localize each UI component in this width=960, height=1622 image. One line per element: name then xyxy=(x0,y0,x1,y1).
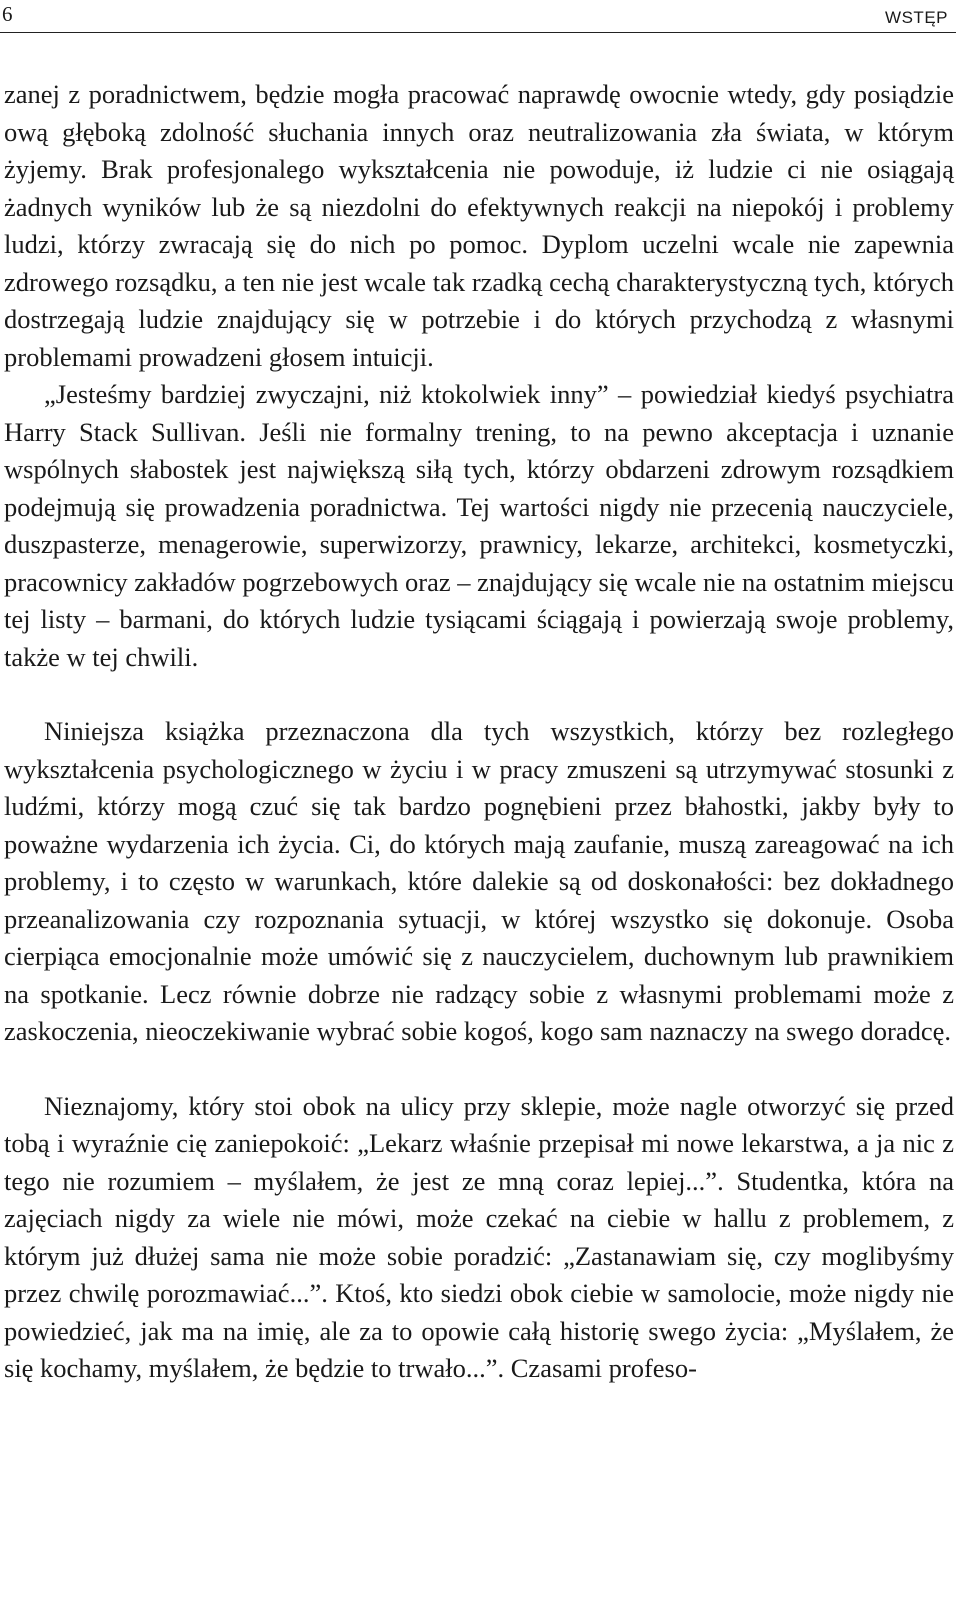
body-text xyxy=(4,76,954,1388)
paragraph-continued: zanej z poradnictwem, będzie mogła pracować naprawdę owocnie wtedy, gdy posiądzie ową głęboką zdolność słuchania innych oraz neutralizowania zła świata, w którym żyjemy. Brak profesjonalego wykształcenia nie powoduje, iż ludzie ci nie osiągają żadnych wyników lub że są niezdolni do efektywnych reakcji na niepokój i problemy ludzi, którzy zwracają się do nich po pomoc. Dyplom uczelni wcale nie zapewnia zdrowego rozsądku, a ten nie jest wcale tak rzadką cechą charakterystyczną tych, których dostrzegają ludzie znajdujący się w potrzebie i do których przychodzą z własnymi problemami prowadzeni głosem intuicji. xyxy=(4,79,954,372)
page-number: 6 xyxy=(2,2,13,26)
section-title: WSTĘP xyxy=(885,8,948,27)
paragraph-stranger-examples: Nieznajomy, który stoi obok na ulicy przy sklepie, może nagle otworzyć się przed tobą i wyraźnie cię zaniepokoić: „Lekarz właśnie przepisał mi nowe lekarstwa, a ja nic z tego nie rozumiem – myślałem, że jest ze mną coraz lepiej...”. Studentka, która na zajęciach nigdy za wiele nie mówi, może czekać na ciebie w hallu z problemem, z którym już dłużej sama nie może sobie poradzić: „Zastanawiam się, czy moglibyśmy przez chwilę porozmawiać...”. Ktoś, kto siedzi obok ciebie w samolocie, może nigdy nie powiedzieć, jak ma na imię, ale za to opowie całą historię swego życia: „Myślałem, że się kochamy, myślałem, że będzie to trwało...”. Czasami profeso- xyxy=(4,1090,954,1383)
paragraph-sullivan-quote: „Jesteśmy bardziej zwyczajni, niż ktokolwiek inny” – powiedział kiedyś psychiatra Harry Stack Sullivan. Jeśli nie formalny trening, to na pewno akceptacja i uznanie wspólnych słabostek jest największą siłą tych, którzy obdarzeni zdrowym rozsądkiem podejmują się prowadzenia poradnictwa. Tej wartości nigdy nie przecenią nauczyciele, duszpasterze, menagerowie, superwizorzy, prawnicy, lekarze, architekci, kosmetyczki, pracownicy zakładów pogrzebowych oraz – znajdujący się wcale nie na ostatnim miejscu tej listy – barmani, do których ludzie tysiącami ściągają i powierzają swoje problemy, także w tej chwili. xyxy=(4,379,954,672)
paragraph-book-purpose: Niniejsza książka przeznaczona dla tych wszystkich, którzy bez rozległego wykształcenia psychologicznego w życiu i w pracy zmuszeni są utrzymywać stosunki z ludźmi, którzy mogą czuć się tak bardzo pognębieni przez błahostki, jakby były to poważne wydarzenia ich życia. Ci, do których mają zaufanie, muszą zareagować na ich problemy, i to często w warunkach, które dalekie są od doskonałości: bez dokładnego przeanalizowania czy rozpoznania sytuacji, w której wszystko się dokonuje. Osoba cierpiąca emocjonalnie może umówić się z nauczycielem, duchownym lub prawnikiem na spotkanie. Lecz równie dobrze nie radzący sobie z własnymi problemami może z zaskoczenia, nieoczekiwanie wybrać sobie kogoś, kogo sam naznaczy na swego doradcę. xyxy=(4,716,954,1046)
running-header xyxy=(0,0,956,33)
